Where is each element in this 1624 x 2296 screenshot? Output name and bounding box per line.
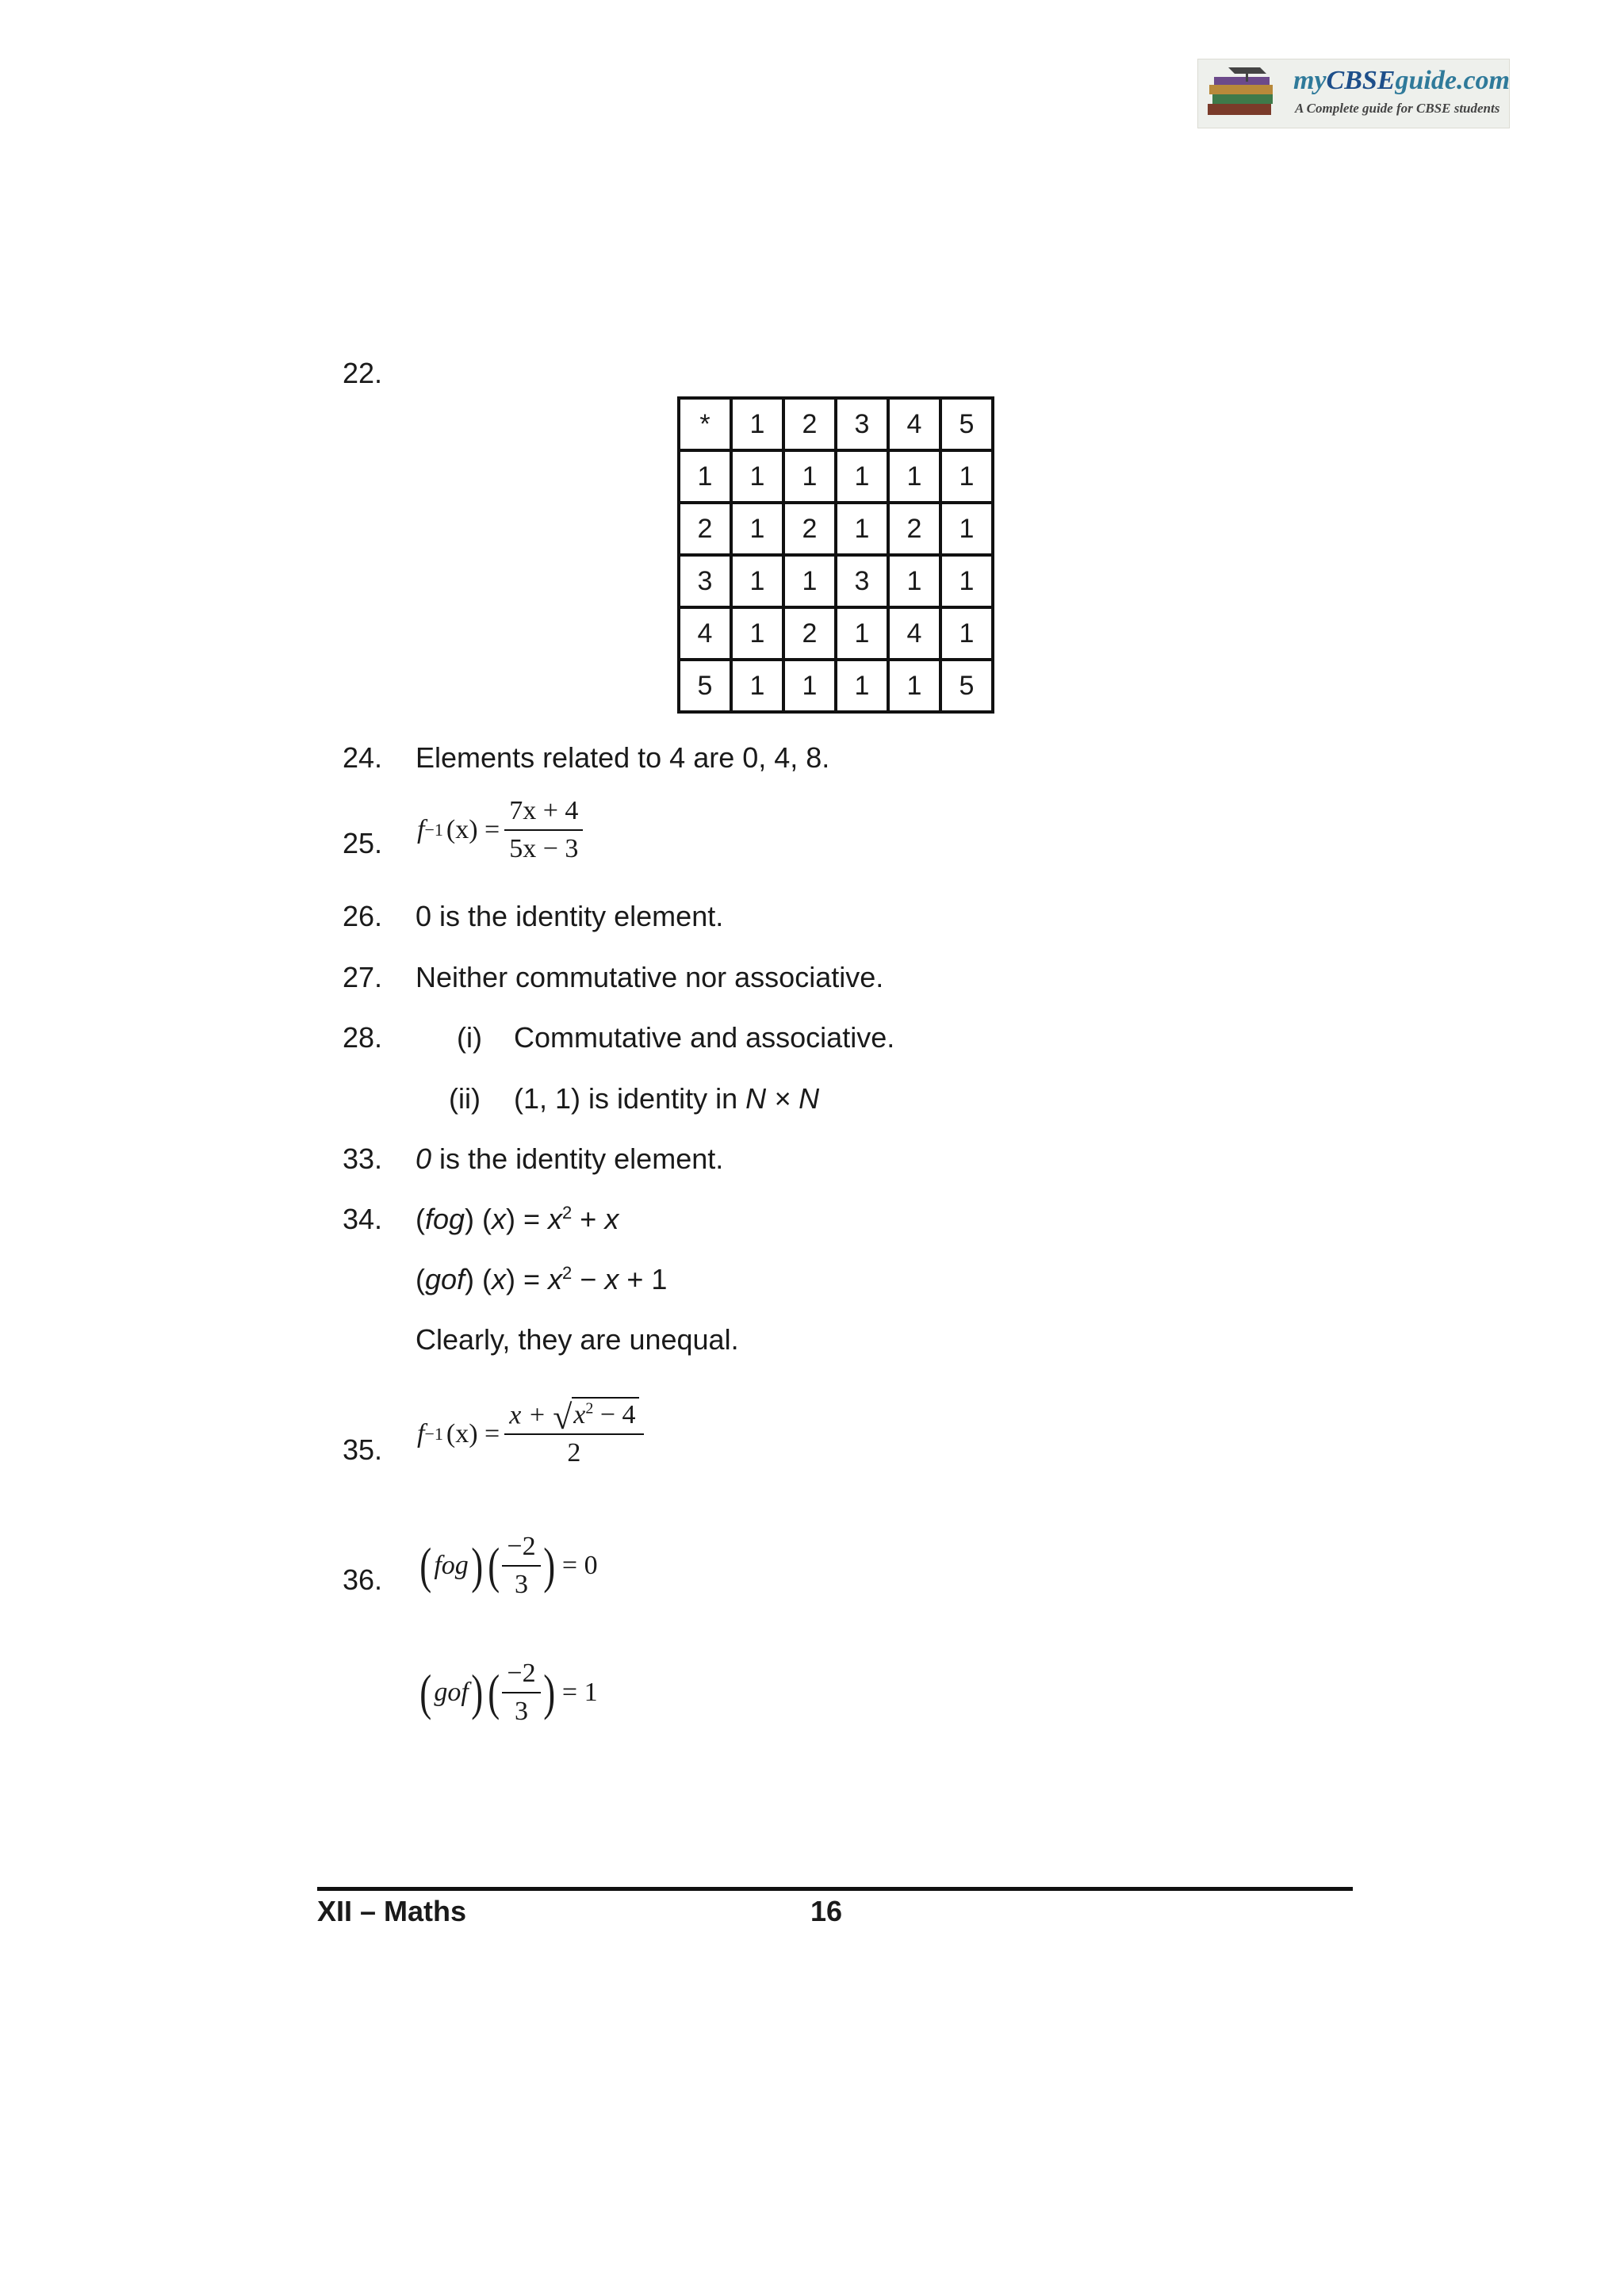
inverse-function-formula: f −1 (x) = $\frac{7x + 4}{5x - 3}$	[417, 796, 583, 864]
question-number: 26.	[343, 900, 383, 932]
table-cell: 1	[940, 555, 993, 607]
table-cell: *	[679, 398, 731, 450]
table-cell: 5	[679, 660, 731, 712]
part-label: (i)	[457, 1021, 482, 1054]
table-cell: 1	[888, 660, 940, 712]
table-cell: 2	[783, 398, 836, 450]
question-number: 27.	[343, 961, 383, 993]
table-row	[679, 450, 993, 503]
table-cell: 1	[888, 555, 940, 607]
footer-subject: XII – Maths	[317, 1895, 467, 1927]
composition-gof: (gof) $(x) = x^2 - x + 1$	[416, 1263, 668, 1295]
question-number: 35.	[343, 1433, 383, 1466]
table-cell: 1	[836, 607, 888, 660]
table-cell: 4	[679, 607, 731, 660]
table-cell: 1	[783, 450, 836, 503]
inverse-function-formula: f −1 (x) = x + √ $x^2 - 4$ 2	[417, 1400, 644, 1468]
answer-text: Clearly, they are unequal.	[416, 1323, 739, 1356]
table-cell: 1	[783, 555, 836, 607]
question-number: 28.	[343, 1021, 383, 1054]
radical-sign: √	[553, 1398, 573, 1437]
table-row	[679, 607, 993, 660]
table-cell: 4	[888, 607, 940, 660]
table-cell: 2	[783, 503, 836, 555]
table-cell: 1	[731, 555, 783, 607]
part-label: (ii)	[449, 1082, 481, 1115]
operation-table	[677, 396, 994, 714]
table-cell: 2	[783, 607, 836, 660]
question-number: 25.	[343, 827, 383, 859]
table-cell: 1	[731, 660, 783, 712]
table-cell: 2	[888, 503, 940, 555]
table-cell: 1	[940, 450, 993, 503]
table-cell: 1	[783, 660, 836, 712]
table-cell: 1	[888, 450, 940, 503]
answer-text: Commutative and associative.	[514, 1021, 895, 1054]
answer-text: (1, 1) is identity in N × N	[514, 1082, 820, 1115]
answer-text: Neither commutative nor associative.	[416, 961, 884, 993]
composition-fog: (fog) $(x) = x^2 + x$	[416, 1203, 619, 1235]
table-cell: 1	[731, 503, 783, 555]
logo-tagline: A Complete guide for CBSE students	[1295, 101, 1500, 116]
page-number: 16	[810, 1895, 843, 1927]
table-cell: 5	[940, 398, 993, 450]
table-row	[679, 503, 993, 555]
table-cell: 1	[836, 660, 888, 712]
answer-text: Elements related to 4 are 0, 4, 8.	[416, 741, 830, 774]
books-icon	[1205, 64, 1284, 123]
table-cell: 1	[679, 450, 731, 503]
composition-gof-value: ( gof ) ( $\frac{-2}{3}$ ) = 1	[419, 1659, 598, 1726]
footer-rule	[317, 1887, 1353, 1891]
table-cell: 1	[836, 450, 888, 503]
question-number: 34.	[343, 1203, 383, 1235]
table-cell: 1	[940, 503, 993, 555]
question-number: 24.	[343, 741, 383, 774]
table-cell: 1	[940, 607, 993, 660]
table-cell: 1	[836, 503, 888, 555]
table-row	[679, 398, 993, 450]
logo-brand: myCBSEguide.com	[1293, 66, 1510, 95]
question-number: 33.	[343, 1142, 383, 1175]
table-cell: 3	[836, 398, 888, 450]
table-cell: 1	[731, 450, 783, 503]
answer-text: 0 is the identity element.	[416, 1142, 724, 1175]
table-cell: 3	[836, 555, 888, 607]
table-row	[679, 660, 993, 712]
table-cell: 2	[679, 503, 731, 555]
table-cell: 5	[940, 660, 993, 712]
table-row	[679, 555, 993, 607]
table-cell: 3	[679, 555, 731, 607]
table-cell: 1	[731, 607, 783, 660]
answer-text: 0 is the identity element.	[416, 900, 724, 932]
site-logo	[1197, 59, 1510, 128]
question-number: 22.	[343, 357, 383, 389]
table-cell: 4	[888, 398, 940, 450]
table-cell: 1	[731, 398, 783, 450]
question-number: 36.	[343, 1563, 383, 1596]
composition-fog-value: ( fog ) ( $\frac{-2}{3}$ ) = 0	[419, 1532, 598, 1599]
